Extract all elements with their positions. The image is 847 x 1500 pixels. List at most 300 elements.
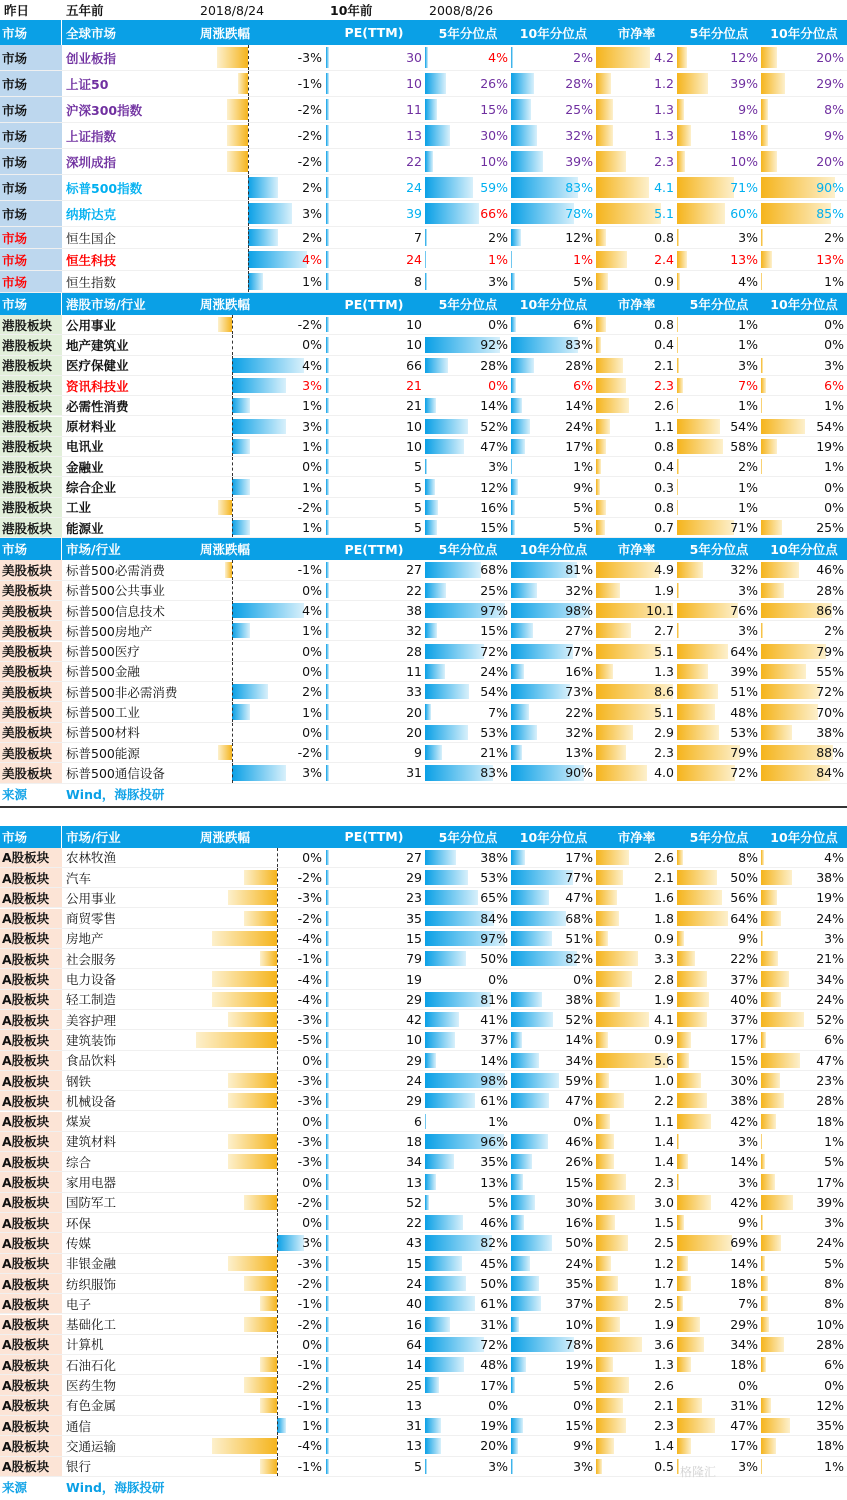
index-name: 创业板指: [66, 50, 117, 66]
pb-5y-value: 9%: [738, 102, 758, 117]
pe-value: 13: [406, 1438, 422, 1454]
pe-cell: [326, 477, 425, 496]
pe-5y-value: 35%: [480, 1154, 508, 1170]
market-cell: [0, 1193, 62, 1212]
weekly-change-cell: [196, 1396, 326, 1415]
pb-10y-value: 3%: [824, 930, 844, 946]
pe-bar: [326, 337, 329, 352]
name-cell: [62, 271, 196, 292]
table-row: [0, 560, 847, 580]
pb-5y-bar: [677, 684, 718, 699]
pb-bar: [596, 951, 638, 966]
weekly-change-value: -2%: [297, 1377, 322, 1393]
pe-10y-value: 50%: [565, 1235, 593, 1251]
pb-cell: [596, 498, 677, 517]
pe-10y-percentile-cell: [511, 1315, 596, 1334]
market-label: 港股板块: [2, 419, 53, 435]
pe-5y-value: 61%: [480, 1093, 508, 1109]
pb-bar: [596, 971, 632, 986]
pe-10y-bar: [511, 1438, 518, 1453]
zero-axis: [277, 1152, 278, 1171]
pb-bar: [596, 378, 626, 393]
pb-10y-bar: [761, 951, 778, 966]
pb-5y-percentile-cell: [677, 1254, 761, 1273]
market-cell: [0, 271, 62, 292]
table-header-hk: [0, 293, 847, 315]
pb-10y-percentile-cell: [761, 601, 847, 620]
zero-axis: [277, 1335, 278, 1354]
pb-value: 1.7: [654, 1276, 674, 1292]
zero-axis: [277, 1294, 278, 1313]
market-label: 美股板块: [2, 623, 53, 639]
pe-5y-bar: [425, 229, 427, 246]
pe-value: 22: [406, 1215, 422, 1231]
pe-5y-percentile-cell: [425, 560, 511, 579]
table-row: [0, 1254, 847, 1274]
table-row: [0, 723, 847, 743]
name-cell: [62, 1294, 196, 1313]
pb-cell: [596, 1152, 677, 1171]
weekly-change-value: 3%: [302, 206, 322, 221]
pe-10y-percentile-cell: [511, 1335, 596, 1354]
pb-10y-bar: [761, 398, 762, 413]
name-cell: [62, 1315, 196, 1334]
weekly-change-bar: [232, 439, 250, 454]
pb-10y-value: 85%: [816, 206, 844, 221]
weekly-change-value: -5%: [297, 1032, 322, 1048]
market-cell: [0, 1375, 62, 1394]
pe-value: 5: [414, 479, 422, 495]
weekly-change-value: 1%: [302, 520, 322, 536]
pe-10y-bar: [511, 229, 521, 246]
pb-value: 2.3: [654, 378, 674, 394]
pb-10y-bar: [761, 1032, 766, 1047]
weekly-change-cell: [196, 1071, 326, 1090]
pe-bar: [326, 151, 329, 172]
pb-value: 2.6: [654, 849, 674, 865]
pe-bar: [326, 1012, 329, 1027]
pe-5y-bar: [425, 1215, 463, 1230]
pb-value: 4.1: [654, 180, 674, 195]
pe-5y-value: 45%: [480, 1255, 508, 1271]
market-label: 美股板块: [2, 705, 53, 721]
pb-bar: [596, 1235, 628, 1250]
pb-bar: [596, 1093, 624, 1108]
weekly-change-cell: [196, 1091, 326, 1110]
market-cell: [0, 949, 62, 968]
pe-10y-bar: [511, 1093, 549, 1108]
pe-10y-bar: [511, 850, 525, 865]
pb-10y-percentile-cell: [761, 201, 847, 226]
table-row: [0, 990, 847, 1010]
pb-cell: [596, 417, 677, 436]
pb-5y-value: 71%: [730, 180, 758, 195]
pb-5y-bar: [677, 439, 723, 454]
pe-value: 25: [406, 1377, 422, 1393]
pe-cell: [326, 601, 425, 620]
pe-value: 23: [406, 890, 422, 906]
pb-10y-percentile-cell: [761, 1315, 847, 1334]
pb-10y-value: 25%: [816, 520, 844, 536]
pb-value: 3.3: [654, 951, 674, 967]
pe-5y-bar: [425, 583, 446, 598]
pb-cell: [596, 1396, 677, 1415]
pe-10y-percentile-cell: [511, 888, 596, 907]
pe-5y-percentile-cell: [425, 356, 511, 375]
weekly-change-cell: [196, 682, 326, 701]
pb-5y-percentile-cell: [677, 1294, 761, 1313]
pb-value: 2.3: [654, 154, 674, 169]
pb-5y-bar: [677, 1195, 711, 1210]
pe-10y-value: 32%: [565, 128, 593, 143]
market-cell: [0, 1274, 62, 1293]
pb-10y-value: 13%: [816, 252, 844, 267]
pe-5y-bar: [425, 459, 427, 474]
weekly-change-cell: [196, 1457, 326, 1476]
pb-10y-bar: [761, 870, 792, 885]
pb-5y-bar: [677, 704, 715, 719]
weekly-change-cell: [196, 1213, 326, 1232]
pe-5y-percentile-cell: [425, 201, 511, 226]
pe-10y-bar: [511, 1032, 522, 1047]
name-cell: [62, 1274, 196, 1293]
column-header: 10年分位点: [519, 297, 588, 312]
zero-axis: [232, 763, 233, 782]
index-name: 汽车: [66, 870, 92, 886]
weekly-change-value: -3%: [297, 890, 322, 906]
weekly-change-cell: [196, 123, 326, 148]
pb-bar: [596, 1154, 614, 1169]
market-label: 美股板块: [2, 684, 53, 700]
weekly-change-value: 2%: [302, 230, 322, 245]
index-name: 标普500必需消费: [66, 562, 165, 578]
zero-axis: [248, 271, 249, 292]
pe-5y-percentile-cell: [425, 1132, 511, 1151]
pe-10y-percentile-cell: [511, 909, 596, 928]
pb-value: 1.3: [654, 102, 674, 117]
table-row: [0, 376, 847, 396]
pb-10y-bar: [761, 73, 785, 94]
pe-10y-value: 82%: [565, 951, 593, 967]
pe-5y-percentile-cell: [425, 1274, 511, 1293]
pe-5y-value: 96%: [480, 1133, 508, 1149]
name-cell: [62, 1071, 196, 1090]
pb-10y-value: 20%: [816, 50, 844, 65]
pb-10y-bar: [761, 1114, 776, 1129]
pb-10y-bar: [761, 1276, 768, 1291]
pe-10y-bar: [511, 1012, 553, 1027]
pe-10y-percentile-cell: [511, 1375, 596, 1394]
name-cell: [62, 1193, 196, 1212]
pb-bar: [596, 479, 600, 494]
market-label: A股板块: [2, 1012, 50, 1028]
index-name: 标普500医疗: [66, 644, 140, 660]
name-cell: [62, 990, 196, 1009]
pe-cell: [326, 1030, 425, 1049]
pe-bar: [326, 378, 329, 393]
pe-cell: [326, 1436, 425, 1455]
name-cell: [62, 97, 196, 122]
pb-10y-value: 0%: [824, 1377, 844, 1393]
pe-cell: [326, 1091, 425, 1110]
pe-5y-percentile-cell: [425, 1213, 511, 1232]
pe-10y-percentile-cell: [511, 642, 596, 661]
index-name: 恒生国企: [66, 230, 117, 246]
pe-value: 14: [406, 1357, 422, 1373]
market-cell: [0, 1457, 62, 1476]
pb-10y-value: 1%: [824, 1458, 844, 1474]
pe-cell: [326, 1396, 425, 1415]
pb-5y-bar: [677, 725, 719, 740]
pe-bar: [326, 125, 329, 146]
pb-value: 1.0: [654, 1073, 674, 1089]
pb-bar: [596, 151, 626, 172]
pe-10y-bar: [511, 99, 531, 120]
table-row: [0, 315, 847, 335]
pb-cell: [596, 1335, 677, 1354]
zero-axis: [277, 1071, 278, 1090]
table-row: [0, 71, 847, 97]
market-cell: [0, 1213, 62, 1232]
table-row: [0, 1396, 847, 1416]
name-cell: [62, 763, 196, 782]
weekly-change-value: 0%: [302, 724, 322, 740]
pe-10y-percentile-cell: [511, 1051, 596, 1070]
table-row: [0, 1132, 847, 1152]
pe-5y-bar: [425, 1053, 436, 1068]
pe-5y-percentile-cell: [425, 45, 511, 70]
zero-axis: [232, 396, 233, 415]
pb-value: 0.9: [654, 930, 674, 946]
pe-10y-bar: [511, 1053, 539, 1068]
market-cell: [0, 581, 62, 600]
name-cell: [62, 1213, 196, 1232]
pe-5y-value: 81%: [480, 991, 508, 1007]
column-header: 10年分位点: [770, 25, 838, 41]
market-cell: [0, 929, 62, 948]
pb-10y-percentile-cell: [761, 909, 847, 928]
pe-10y-percentile-cell: [511, 929, 596, 948]
pb-10y-percentile-cell: [761, 149, 847, 174]
pe-cell: [326, 743, 425, 762]
pe-5y-percentile-cell: [425, 1030, 511, 1049]
weekly-change-value: -3%: [297, 1093, 322, 1109]
weekly-change-value: 1%: [302, 398, 322, 414]
pb-5y-bar: [677, 337, 678, 352]
pe-10y-bar: [511, 931, 552, 946]
weekly-change-bar: [228, 890, 276, 905]
pb-10y-value: 70%: [816, 704, 844, 720]
market-cell: [0, 662, 62, 681]
pb-5y-value: 9%: [738, 1215, 758, 1231]
weekly-change-bar: [196, 1032, 277, 1047]
weekly-change-value: 1%: [302, 479, 322, 495]
pb-cell: [596, 1071, 677, 1090]
pe-5y-value: 14%: [480, 1052, 508, 1068]
pb-cell: [596, 477, 677, 496]
pb-10y-percentile-cell: [761, 1375, 847, 1394]
pb-cell: [596, 1193, 677, 1212]
pb-5y-value: 17%: [730, 1438, 758, 1454]
table-row: [0, 1375, 847, 1395]
pe-cell: [326, 848, 425, 867]
pe-value: 7: [414, 230, 422, 245]
pb-10y-bar: [761, 358, 763, 373]
name-cell: [62, 1335, 196, 1354]
pb-cell: [596, 1051, 677, 1070]
pe-5y-value: 7%: [488, 704, 508, 720]
pb-5y-percentile-cell: [677, 929, 761, 948]
pe-5y-percentile-cell: [425, 1172, 511, 1191]
pe-bar: [326, 911, 329, 926]
pb-cell: [596, 1436, 677, 1455]
pb-cell: [596, 888, 677, 907]
market-cell: [0, 1294, 62, 1313]
pe-cell: [326, 1457, 425, 1476]
pb-10y-value: 5%: [824, 1154, 844, 1170]
pb-5y-bar: [677, 251, 687, 268]
name-cell: [62, 149, 196, 174]
market-cell: [0, 1254, 62, 1273]
pe-5y-percentile-cell: [425, 969, 511, 988]
pb-bar: [596, 125, 613, 146]
pb-5y-value: 7%: [738, 1296, 758, 1312]
weekly-change-cell: [196, 315, 326, 334]
pe-5y-percentile-cell: [425, 1355, 511, 1374]
pe-10y-bar: [511, 151, 543, 172]
index-name: 商贸零售: [66, 911, 117, 927]
weekly-change-cell: [196, 1315, 326, 1334]
yesterday-label: 昨日: [4, 3, 30, 18]
weekly-change-cell: [196, 1051, 326, 1070]
table-row: [0, 123, 847, 149]
pb-5y-value: 14%: [730, 1154, 758, 1170]
index-name: 房地产: [66, 931, 104, 947]
pe-5y-value: 37%: [480, 1032, 508, 1048]
pb-5y-value: 58%: [730, 438, 758, 454]
pb-5y-value: 1%: [738, 317, 758, 333]
pb-5y-bar: [677, 951, 695, 966]
pb-10y-value: 21%: [816, 951, 844, 967]
table-row: [0, 1071, 847, 1091]
pe-cell: [326, 1274, 425, 1293]
pe-10y-bar: [511, 47, 513, 68]
pe-5y-bar: [425, 623, 437, 638]
pb-10y-value: 2%: [824, 623, 844, 639]
column-header: 5年分位点: [689, 25, 749, 41]
table-row: [0, 909, 847, 929]
pb-cell: [596, 149, 677, 174]
pb-value: 0.8: [654, 230, 674, 245]
pb-10y-percentile-cell: [761, 929, 847, 948]
pe-bar: [326, 1296, 329, 1311]
pe-5y-value: 17%: [480, 1377, 508, 1393]
pe-10y-percentile-cell: [511, 1213, 596, 1232]
pb-5y-value: 34%: [730, 1336, 758, 1352]
pb-value: 8.6: [654, 684, 674, 700]
column-header: 市净率: [617, 297, 656, 312]
weekly-change-bar: [225, 562, 232, 577]
zero-axis: [232, 621, 233, 640]
pb-5y-value: 4%: [738, 274, 758, 289]
index-name: 轻工制造: [66, 992, 117, 1008]
pe-value: 29: [406, 1093, 422, 1109]
weekly-change-value: 0%: [302, 459, 322, 475]
pe-bar: [326, 765, 329, 780]
top-date-row: [0, 0, 847, 20]
pe-10y-percentile-cell: [511, 1193, 596, 1212]
pe-10y-bar: [511, 583, 537, 598]
pe-bar: [326, 603, 329, 618]
pe-10y-percentile-cell: [511, 1132, 596, 1151]
pb-5y-percentile-cell: [677, 149, 761, 174]
pe-5y-bar: [425, 1093, 475, 1108]
zero-axis: [277, 990, 278, 1009]
pe-cell: [326, 662, 425, 681]
pe-10y-bar: [511, 1195, 535, 1210]
weekly-change-value: 0%: [302, 582, 322, 598]
name-cell: [62, 71, 196, 96]
pe-cell: [326, 990, 425, 1009]
pb-5y-bar: [677, 317, 678, 332]
pb-5y-bar: [677, 644, 728, 659]
pe-10y-value: 14%: [565, 398, 593, 414]
pe-5y-percentile-cell: [425, 929, 511, 948]
pe-5y-bar: [425, 479, 435, 494]
pb-5y-bar: [677, 623, 679, 638]
zero-axis: [277, 909, 278, 928]
pe-bar: [326, 1459, 329, 1474]
name-cell: [62, 702, 196, 721]
pe-value: 22: [406, 154, 422, 169]
weekly-change-bar: [260, 1459, 276, 1474]
table-row: [0, 1193, 847, 1213]
weekly-change-value: -4%: [297, 1438, 322, 1454]
pe-10y-bar: [511, 684, 570, 699]
pb-10y-percentile-cell: [761, 45, 847, 70]
pe-value: 11: [406, 102, 422, 117]
pe-5y-percentile-cell: [425, 97, 511, 122]
pe-5y-percentile-cell: [425, 1254, 511, 1273]
zero-axis: [232, 376, 233, 395]
weekly-change-value: 2%: [302, 684, 322, 700]
pe-10y-percentile-cell: [511, 45, 596, 70]
pe-10y-value: 30%: [565, 1194, 593, 1210]
zero-axis: [232, 518, 233, 537]
pb-10y-bar: [761, 562, 799, 577]
pe-10y-value: 14%: [565, 1032, 593, 1048]
pe-value: 10: [406, 1032, 422, 1048]
pe-value: 32: [406, 623, 422, 639]
pe-10y-percentile-cell: [511, 315, 596, 334]
pe-10y-bar: [511, 479, 518, 494]
table-row: [0, 1030, 847, 1050]
pe-bar: [326, 1154, 329, 1169]
weekly-change-bar: [277, 1418, 286, 1433]
pe-5y-percentile-cell: [425, 888, 511, 907]
pe-10y-value: 15%: [565, 1174, 593, 1190]
pb-value: 0.5: [654, 1458, 674, 1474]
table-row: [0, 763, 847, 783]
pe-10y-value: 16%: [565, 663, 593, 679]
index-name: 非银金融: [66, 1256, 117, 1272]
pb-10y-percentile-cell: [761, 227, 847, 248]
pe-value: 21: [406, 398, 422, 414]
pb-5y-percentile-cell: [677, 271, 761, 292]
weekly-change-cell: [196, 929, 326, 948]
pb-10y-bar: [761, 931, 763, 946]
pb-10y-value: 12%: [816, 1397, 844, 1413]
